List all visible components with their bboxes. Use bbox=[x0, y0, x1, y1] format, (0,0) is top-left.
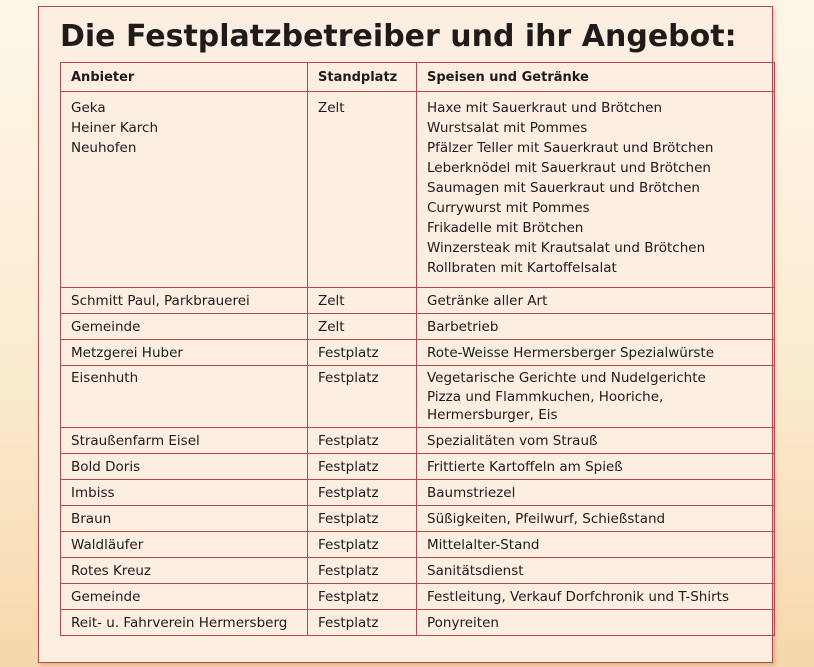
cell-standplatz: Festplatz bbox=[308, 366, 417, 428]
cell-standplatz: Zelt bbox=[308, 314, 417, 340]
cell-standplatz: Festplatz bbox=[308, 558, 417, 584]
cell-angebot: Barbetrieb bbox=[417, 314, 775, 340]
cell-anbieter: Eisenhuth bbox=[61, 366, 308, 428]
cell-line: Hermersburger, Eis bbox=[427, 407, 558, 423]
table-row bbox=[61, 92, 775, 288]
cell-line: Currywurst mit Pommes bbox=[427, 200, 590, 216]
cell-standplatz: Festplatz bbox=[308, 480, 417, 506]
cell-angebot: Spezialitäten vom Strauß bbox=[417, 428, 775, 454]
table-row bbox=[61, 454, 775, 480]
cell-line: Saumagen mit Sauerkraut und Brötchen bbox=[427, 180, 700, 196]
cell-angebot: Ponyreiten bbox=[417, 610, 775, 636]
cell-line: Leberknödel mit Sauerkraut und Brötchen bbox=[427, 160, 711, 176]
cell-angebot: Mittelalter-Stand bbox=[417, 532, 775, 558]
cell-angebot: Festleitung, Verkauf Dorfchronik und T-Shirts bbox=[417, 584, 775, 610]
cell-line: Vegetarische Gerichte und Nudelgerichte bbox=[427, 370, 706, 386]
cell-line: Rollbraten mit Kartoffelsalat bbox=[427, 260, 617, 276]
table-header-row bbox=[61, 63, 775, 92]
cell-anbieter: Bold Doris bbox=[61, 454, 308, 480]
vendor-panel bbox=[38, 6, 773, 663]
cell-angebot bbox=[417, 92, 775, 288]
cell-standplatz: Festplatz bbox=[308, 610, 417, 636]
page-title: Die Festplatzbetreiber und ihr Angebot: bbox=[60, 19, 737, 54]
cell-angebot: Sanitätsdienst bbox=[417, 558, 775, 584]
cell-anbieter: Gemeinde bbox=[61, 584, 308, 610]
cell-standplatz: Zelt bbox=[308, 288, 417, 314]
cell-standplatz: Festplatz bbox=[308, 340, 417, 366]
cell-standplatz: Festplatz bbox=[308, 532, 417, 558]
cell-angebot: Getränke aller Art bbox=[417, 288, 775, 314]
cell-anbieter: Waldläufer bbox=[61, 532, 308, 558]
table-row bbox=[61, 610, 775, 636]
cell-line: Pfälzer Teller mit Sauerkraut und Brötchen bbox=[427, 140, 714, 156]
header-angebot: Speisen und Getränke bbox=[417, 63, 775, 92]
cell-line: Haxe mit Sauerkraut und Brötchen bbox=[427, 100, 662, 116]
cell-standplatz: Zelt bbox=[308, 92, 417, 288]
table-row bbox=[61, 314, 775, 340]
cell-anbieter: Braun bbox=[61, 506, 308, 532]
cell-line: Geka bbox=[71, 100, 106, 116]
table-row bbox=[61, 584, 775, 610]
cell-line: Frikadelle mit Brötchen bbox=[427, 220, 584, 236]
cell-standplatz: Festplatz bbox=[308, 428, 417, 454]
table-row bbox=[61, 340, 775, 366]
cell-anbieter: Imbiss bbox=[61, 480, 308, 506]
cell-line: Heiner Karch bbox=[71, 120, 159, 136]
cell-line: Pizza und Flammkuchen, Hooriche, bbox=[427, 388, 664, 405]
cell-line: Wurstsalat mit Pommes bbox=[427, 120, 588, 136]
cell-anbieter: Rotes Kreuz bbox=[61, 558, 308, 584]
table-row bbox=[61, 428, 775, 454]
cell-anbieter: Reit- u. Fahrverein Hermersberg bbox=[61, 610, 308, 636]
table-row bbox=[61, 532, 775, 558]
cell-anbieter: Schmitt Paul, Parkbrauerei bbox=[61, 288, 308, 314]
table-row bbox=[61, 558, 775, 584]
cell-angebot: Frittierte Kartoffeln am Spieß bbox=[417, 454, 775, 480]
cell-standplatz: Festplatz bbox=[308, 506, 417, 532]
cell-line: Neuhofen bbox=[71, 140, 137, 156]
cell-angebot: Rote-Weisse Hermersberger Spezialwürste bbox=[417, 340, 775, 366]
table-row bbox=[61, 506, 775, 532]
cell-angebot: Baumstriezel bbox=[417, 480, 775, 506]
cell-anbieter bbox=[61, 92, 308, 288]
cell-standplatz: Festplatz bbox=[308, 584, 417, 610]
cell-angebot bbox=[417, 366, 775, 428]
table-row bbox=[61, 480, 775, 506]
table-row bbox=[61, 366, 775, 428]
table-row bbox=[61, 288, 775, 314]
cell-angebot: Süßigkeiten, Pfeilwurf, Schießstand bbox=[417, 506, 775, 532]
header-standplatz: Standplatz bbox=[308, 63, 417, 92]
cell-standplatz: Festplatz bbox=[308, 454, 417, 480]
header-anbieter: Anbieter bbox=[61, 63, 308, 92]
cell-line: Winzersteak mit Krautsalat und Brötchen bbox=[427, 240, 706, 256]
cell-anbieter: Gemeinde bbox=[61, 314, 308, 340]
vendor-table bbox=[60, 62, 775, 636]
cell-anbieter: Straußenfarm Eisel bbox=[61, 428, 308, 454]
cell-anbieter: Metzgerei Huber bbox=[61, 340, 308, 366]
